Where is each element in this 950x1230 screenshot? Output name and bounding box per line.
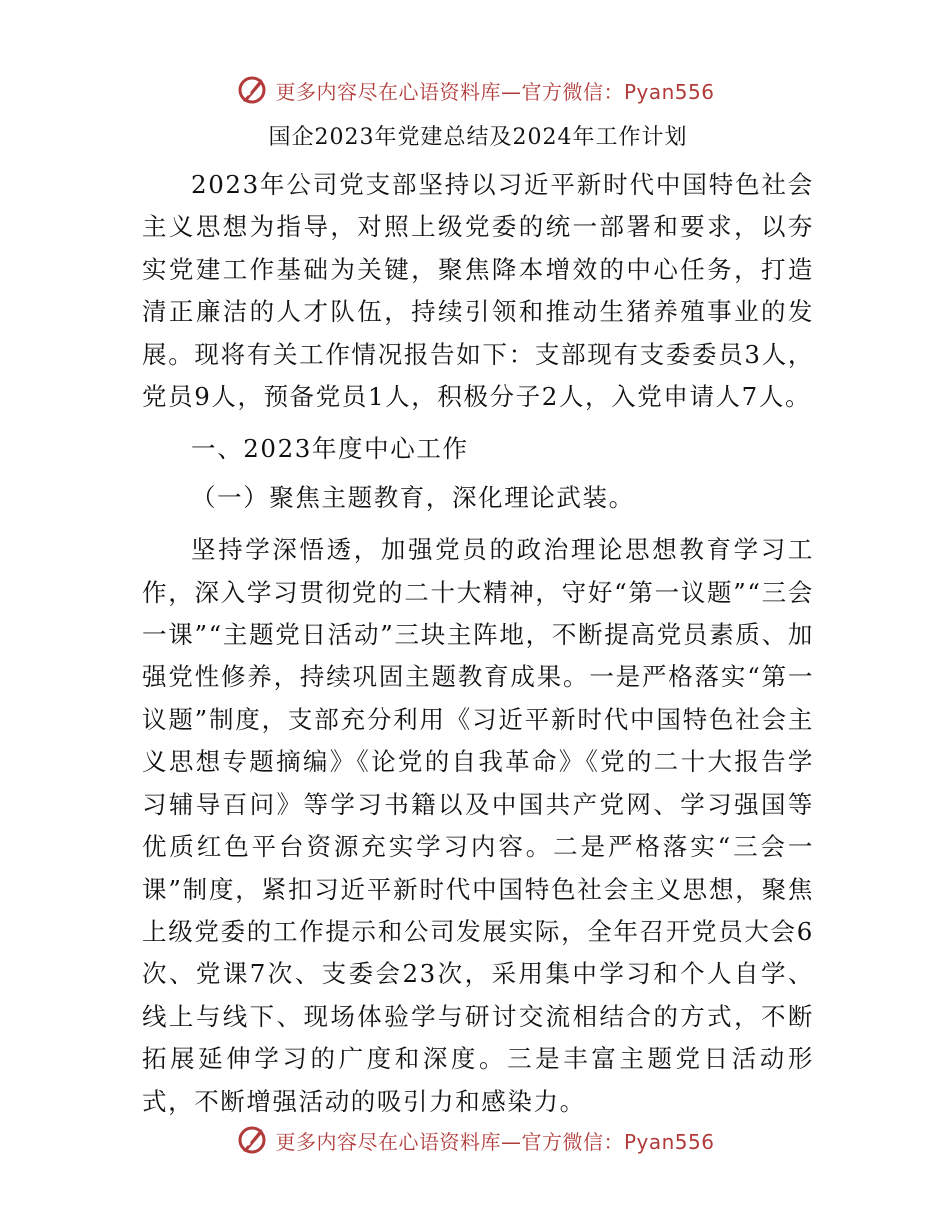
- section-heading-1: 一、2023年度中心工作: [191, 434, 469, 464]
- quill-pen-logo-icon: [235, 1123, 269, 1157]
- intro-paragraph: 2023年公司党支部坚持以习近平新时代中国特色社会主义思想为指导，对照上级党委的统一部署和要求，以夯实党建工作基础为关键，聚焦降本增效的中心任务，打造清正廉洁的人才队伍，持续引领和推动生猪养殖事业的发展。现将有关工作情况报告如下：支部现有支委委员3人，党员9人，预备党员1人，积极分子2人，入党申请人7人。: [142, 170, 814, 412]
- document-body: [142, 118, 814, 1123]
- document-title: 国企2023年党建总结及2024年工作计划: [268, 125, 688, 150]
- watermark-text: 更多内容尽在心语资料库—官方微信：Pyan556: [275, 1129, 715, 1154]
- quill-pen-logo-icon: [235, 73, 269, 107]
- subsection-heading-1: （一）聚焦主题教育，深化理论武装。: [191, 482, 635, 512]
- watermark-banner-top: [0, 70, 950, 110]
- watermark-banner-bottom: [0, 1120, 950, 1160]
- subsection-1-paragraph: 坚持学深悟透，加强党员的政治理论思想教育学习工作，深入学习贯彻党的二十大精神，守好“第一议题”“三会一课”“主题党日活动”三块主阵地，不断提高党员素质、加强党性修养，持续巩固主题教育成果。一是严格落实“第一议题”制度，支部充分利用《习近平新时代中国特色社会主义思想专题摘编》《论党的自我革命》《党的二十大报告学习辅导百问》等学习书籍以及中国共产党网、学习强国等优质红色平台资源充实学习内容。二是严格落实“三会一课”制度，紧扣习近平新时代中国特色社会主义思想，聚焦上级党委的工作提示和公司发展实际，全年召开党员大会6次、党课7次、支委会23次，采用集中学习和个人自学、线上与线下、现场体验学与研讨交流相结合的方式，不断拓展延伸学习的广度和深度。三是丰富主题党日活动形式，不断增强活动的吸引力和感染力。: [142, 535, 814, 1116]
- watermark-text: 更多内容尽在心语资料库—官方微信：Pyan556: [275, 79, 715, 104]
